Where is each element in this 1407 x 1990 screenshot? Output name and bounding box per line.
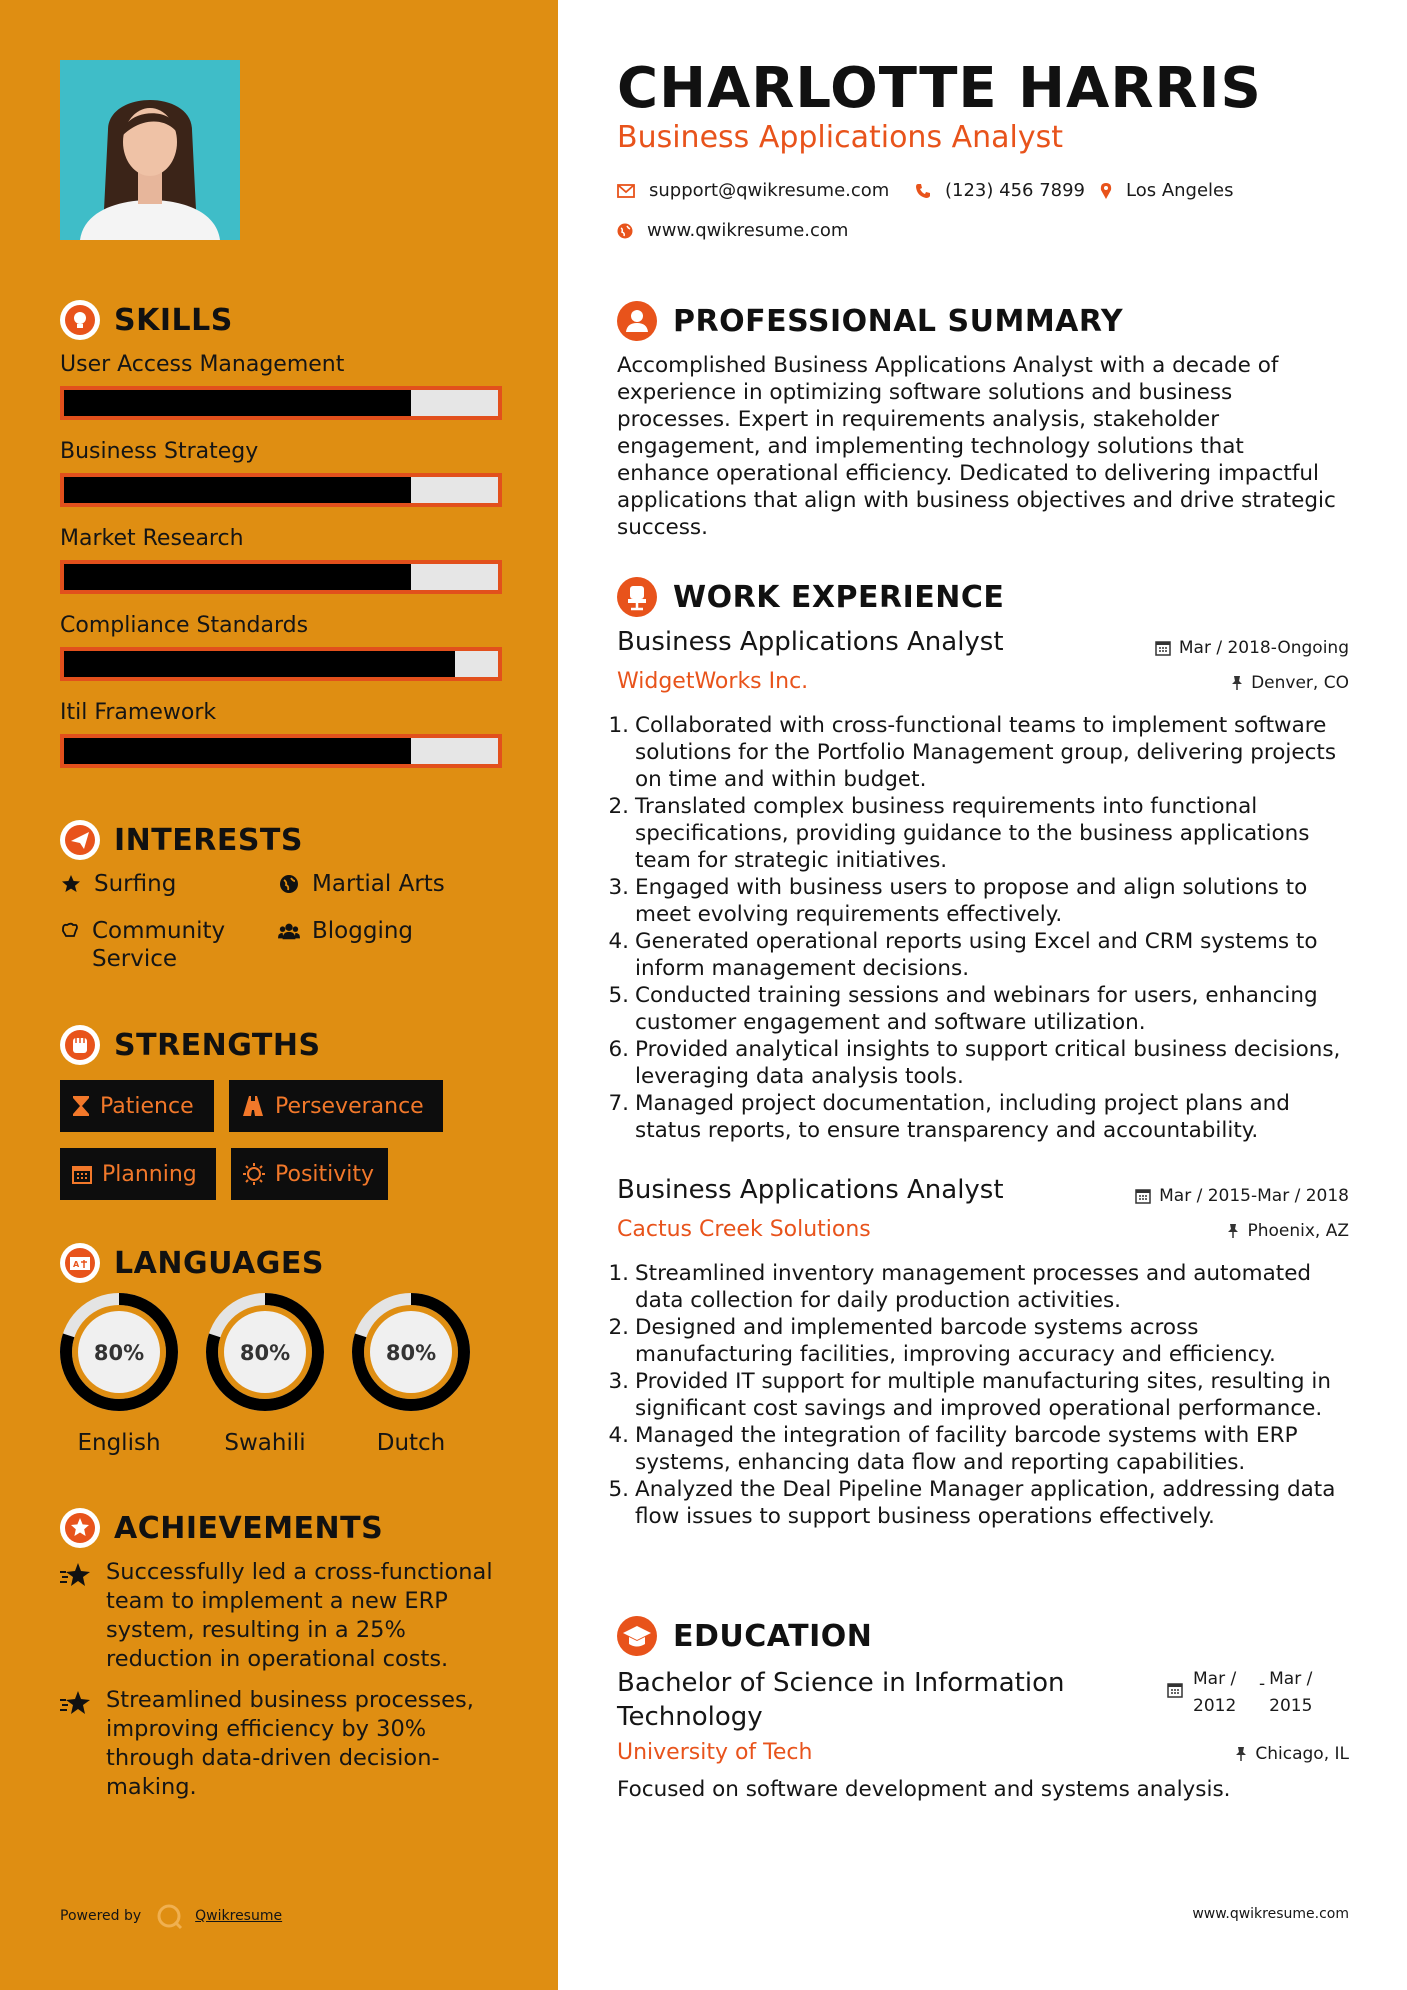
bullet-text: Analyzed the Deal Pipeline Manager application, addressing data flow issues to support business operations effectively. bbox=[635, 1477, 1336, 1529]
chair-icon bbox=[617, 577, 657, 617]
strength-badge bbox=[231, 1148, 388, 1200]
hand-icon bbox=[60, 917, 80, 945]
skill-bar-fill bbox=[64, 651, 455, 677]
bullet-text: Engaged with business users to propose and align solutions to meet evolving requirements effectively. bbox=[635, 875, 1308, 927]
job-title: Business Applications Analyst bbox=[617, 627, 1004, 657]
achievement-text: Successfully led a cross-functional team to implement a new ERP system, resulting in a 25% reduction in operational costs. bbox=[106, 1559, 493, 1672]
bullet-number: 4. bbox=[608, 1423, 629, 1448]
skills-heading bbox=[60, 300, 233, 340]
skill-label: Compliance Standards bbox=[60, 613, 309, 638]
qwikresume-link[interactable]: Qwikresume bbox=[195, 1908, 283, 1924]
pushpin-icon bbox=[1227, 1223, 1239, 1239]
strength-label: Planning bbox=[102, 1161, 197, 1187]
calendar-icon bbox=[1167, 1682, 1183, 1698]
job-title: Business Applications Analyst bbox=[617, 1175, 1004, 1205]
education-date-sep: - bbox=[1259, 1674, 1266, 1694]
users-icon bbox=[278, 917, 300, 945]
interest-item bbox=[60, 870, 176, 898]
achievement-star-icon bbox=[60, 1558, 92, 1674]
languages-title: LANGUAGES bbox=[114, 1245, 324, 1281]
skill-item bbox=[60, 439, 502, 507]
education-heading bbox=[617, 1615, 872, 1657]
candidate-name: CHARLOTTE HARRIS bbox=[617, 56, 1262, 121]
skills-title: SKILLS bbox=[114, 302, 233, 338]
map-pin-icon bbox=[1100, 182, 1112, 200]
bullet-number: 1. bbox=[608, 1261, 629, 1286]
bullet-number: 3. bbox=[608, 1369, 629, 1394]
bullet-text: Translated complex business requirements into functional specifications, providing guidance to the business applications team for strategic initiatives. bbox=[635, 794, 1310, 873]
skill-item bbox=[60, 526, 502, 594]
lightbulb-icon bbox=[60, 300, 100, 340]
job-bullet bbox=[607, 1314, 1347, 1368]
bullet-number: 2. bbox=[608, 794, 629, 819]
strengths-heading bbox=[60, 1025, 321, 1065]
profile-photo-image bbox=[60, 60, 240, 240]
bullet-number: 5. bbox=[608, 983, 629, 1008]
achievements-heading bbox=[60, 1508, 383, 1548]
interest-item bbox=[278, 917, 413, 945]
bullet-text: Conducted training sessions and webinars for users, enhancing customer engagement and software utilization. bbox=[635, 983, 1318, 1035]
bullet-text: Generated operational reports using Excel and CRM systems to inform management decisions. bbox=[635, 929, 1318, 981]
job-bullet bbox=[607, 1090, 1347, 1144]
job-location bbox=[1227, 1221, 1349, 1241]
language-name: Swahili bbox=[224, 1430, 306, 1456]
job-bullet bbox=[607, 1368, 1347, 1422]
skill-item bbox=[60, 700, 502, 768]
bullet-text: Designed and implemented barcode systems across manufacturing facilities, improving accuracy and efficiency. bbox=[635, 1315, 1276, 1367]
language-ring bbox=[203, 1290, 327, 1414]
envelope-icon bbox=[617, 184, 635, 198]
profile-photo bbox=[60, 60, 240, 240]
experience-title: WORK EXPERIENCE bbox=[673, 579, 1005, 615]
website-text: www.qwikresume.com bbox=[647, 220, 849, 241]
language-name: Dutch bbox=[376, 1430, 446, 1456]
bullet-number: 6. bbox=[608, 1037, 629, 1062]
email-text: support@qwikresume.com bbox=[649, 180, 890, 201]
strengths-title: STRENGTHS bbox=[114, 1027, 321, 1063]
medal-icon bbox=[60, 1508, 100, 1548]
bullet-text: Provided analytical insights to support critical business decisions, leveraging data analysis tools. bbox=[635, 1037, 1341, 1089]
bullet-number: 4. bbox=[608, 929, 629, 954]
job-dates-text: Mar / 2015-Mar / 2018 bbox=[1159, 1186, 1349, 1206]
phone-icon bbox=[915, 183, 931, 199]
bullet-text: Provided IT support for multiple manufacturing sites, resulting in significant cost savings and improved operational performance. bbox=[635, 1369, 1331, 1421]
summary-text: Accomplished Business Applications Analyst with a decade of experience in optimizing software solutions and business processes. Expert in requirements analysis, stakeholder engagement, and implementing technology solutions that enhance operational efficiency. Dedicated to delivering impactful applications that align with business objectives and drive strategic success. bbox=[617, 353, 1336, 540]
bullet-text: Managed the integration of facility barcode systems with ERP systems, enhancing data flow and reporting capabilities. bbox=[635, 1423, 1298, 1475]
contact-phone[interactable] bbox=[915, 180, 1085, 201]
skill-label: Business Strategy bbox=[60, 439, 259, 464]
achievement-item bbox=[60, 1558, 510, 1674]
interest-label: Blogging bbox=[312, 918, 414, 944]
interests-heading bbox=[60, 820, 303, 860]
user-icon bbox=[617, 301, 657, 341]
education-dates bbox=[1167, 1666, 1317, 1720]
job-location-text: Phoenix, AZ bbox=[1247, 1221, 1349, 1241]
interests-title: INTERESTS bbox=[114, 822, 303, 858]
interest-label: Surfing bbox=[94, 871, 177, 897]
interest-label: Martial Arts bbox=[312, 871, 445, 897]
job-dates bbox=[1155, 638, 1349, 658]
language-percent: 80% bbox=[239, 1341, 291, 1365]
job-dates bbox=[1135, 1186, 1349, 1206]
sun-icon bbox=[243, 1163, 265, 1185]
language-item bbox=[203, 1290, 327, 1456]
achievements-title: ACHIEVEMENTS bbox=[114, 1510, 384, 1546]
contact-website[interactable] bbox=[617, 220, 848, 241]
phone-text: (123) 456 7899 bbox=[945, 180, 1086, 201]
job-bullets bbox=[607, 712, 1347, 1144]
globe-icon bbox=[617, 223, 633, 239]
bullet-text: Streamlined inventory management processes and automated data collection for daily production activities. bbox=[635, 1261, 1312, 1313]
company-name: Cactus Creek Solutions bbox=[617, 1217, 871, 1242]
graduation-cap-icon bbox=[617, 1616, 657, 1656]
candidate-role: Business Applications Analyst bbox=[617, 120, 1064, 155]
languages-heading bbox=[60, 1243, 324, 1283]
job-bullet bbox=[607, 982, 1347, 1036]
language-percent: 80% bbox=[93, 1341, 145, 1365]
achievement-star-icon bbox=[60, 1686, 92, 1802]
qwikresume-logo-icon bbox=[155, 1902, 183, 1930]
interest-label: Community Service bbox=[92, 918, 226, 972]
job-bullet bbox=[607, 1422, 1347, 1476]
language-ring bbox=[57, 1290, 181, 1414]
powered-by-label: Powered by bbox=[60, 1908, 142, 1924]
bullet-number: 1. bbox=[608, 713, 629, 738]
pushpin-icon bbox=[1231, 675, 1243, 691]
interest-item bbox=[278, 870, 445, 898]
education-location bbox=[1235, 1744, 1349, 1764]
skill-bar-fill bbox=[64, 564, 411, 590]
language-icon bbox=[60, 1243, 100, 1283]
strength-badge bbox=[60, 1148, 216, 1200]
skill-item bbox=[60, 613, 502, 681]
job-location bbox=[1231, 673, 1349, 693]
strength-label: Patience bbox=[100, 1093, 194, 1119]
skill-bar-fill bbox=[64, 738, 411, 764]
job-bullet bbox=[607, 874, 1347, 928]
job-bullet bbox=[607, 1476, 1347, 1530]
skill-bar bbox=[60, 647, 502, 681]
star-icon bbox=[60, 870, 82, 898]
skill-bar-fill bbox=[64, 390, 411, 416]
achievement-item bbox=[60, 1686, 510, 1802]
job-bullet bbox=[607, 1036, 1347, 1090]
language-percent: 80% bbox=[385, 1341, 437, 1365]
education-title: EDUCATION bbox=[673, 1618, 873, 1654]
job-location-text: Denver, CO bbox=[1251, 673, 1349, 693]
skill-bar bbox=[60, 734, 502, 768]
strength-label: Positivity bbox=[275, 1161, 375, 1187]
education-description: Focused on software development and systems analysis. bbox=[617, 1777, 1231, 1802]
location-text: Los Angeles bbox=[1126, 180, 1234, 201]
language-ring bbox=[349, 1290, 473, 1414]
company-name: WidgetWorks Inc. bbox=[617, 669, 809, 694]
job-bullets bbox=[607, 1260, 1347, 1530]
skill-bar bbox=[60, 386, 502, 420]
skill-label: Itil Framework bbox=[60, 700, 217, 725]
language-name: English bbox=[77, 1430, 161, 1456]
job-bullet bbox=[607, 712, 1347, 793]
globe-icon bbox=[278, 870, 300, 898]
summary-title: PROFESSIONAL SUMMARY bbox=[673, 303, 1124, 339]
road-icon bbox=[241, 1096, 265, 1116]
powered-by bbox=[60, 1902, 282, 1930]
calendar-icon bbox=[1135, 1188, 1151, 1204]
education-date-start: Mar / 2012 bbox=[1193, 1669, 1237, 1716]
fist-icon bbox=[60, 1025, 100, 1065]
contact-location bbox=[1100, 180, 1234, 201]
skill-bar bbox=[60, 560, 502, 594]
job-bullet bbox=[607, 1260, 1347, 1314]
experience-heading bbox=[617, 576, 1004, 618]
job-bullet bbox=[607, 793, 1347, 874]
skill-label: Market Research bbox=[60, 526, 244, 551]
bullet-number: 2. bbox=[608, 1315, 629, 1340]
calendar-icon bbox=[72, 1164, 92, 1184]
interest-item bbox=[60, 917, 260, 973]
strength-badge bbox=[229, 1080, 443, 1132]
bullet-number: 5. bbox=[608, 1477, 629, 1502]
strength-badge bbox=[60, 1080, 214, 1132]
bullet-text: Collaborated with cross-functional teams to implement software solutions for the Portfolio Management group, delivering projects on time and within budget. bbox=[635, 713, 1337, 792]
pushpin-icon bbox=[1235, 1746, 1247, 1762]
language-item bbox=[349, 1290, 473, 1456]
skill-item bbox=[60, 352, 502, 420]
contact-email[interactable] bbox=[617, 180, 889, 201]
footer-url[interactable]: www.qwikresume.com bbox=[1192, 1906, 1349, 1922]
summary-heading bbox=[617, 300, 1123, 342]
bullet-text: Managed project documentation, including project plans and status reports, to ensure transparency and accountability. bbox=[635, 1091, 1290, 1143]
education-location-text: Chicago, IL bbox=[1255, 1744, 1349, 1764]
job-bullet bbox=[607, 928, 1347, 982]
paper-plane-icon bbox=[60, 820, 100, 860]
bullet-number: 3. bbox=[608, 875, 629, 900]
strength-label: Perseverance bbox=[275, 1093, 424, 1119]
school-name: University of Tech bbox=[617, 1740, 813, 1765]
hourglass-icon bbox=[72, 1095, 90, 1117]
achievement-text: Streamlined business processes, improving efficiency by 30% through data-driven decision-making. bbox=[106, 1687, 474, 1800]
job-dates-text: Mar / 2018-Ongoing bbox=[1178, 638, 1349, 658]
degree-title: Bachelor of Science in Information Technology bbox=[617, 1668, 1065, 1732]
skill-label: User Access Management bbox=[60, 352, 345, 377]
svg-text:A: A bbox=[73, 1260, 80, 1269]
bullet-number: 7. bbox=[608, 1091, 629, 1116]
calendar-icon bbox=[1155, 640, 1171, 656]
skill-bar bbox=[60, 473, 502, 507]
language-item bbox=[57, 1290, 181, 1456]
education-date-end: Mar / 2015 bbox=[1269, 1669, 1313, 1716]
skill-bar-fill bbox=[64, 477, 411, 503]
